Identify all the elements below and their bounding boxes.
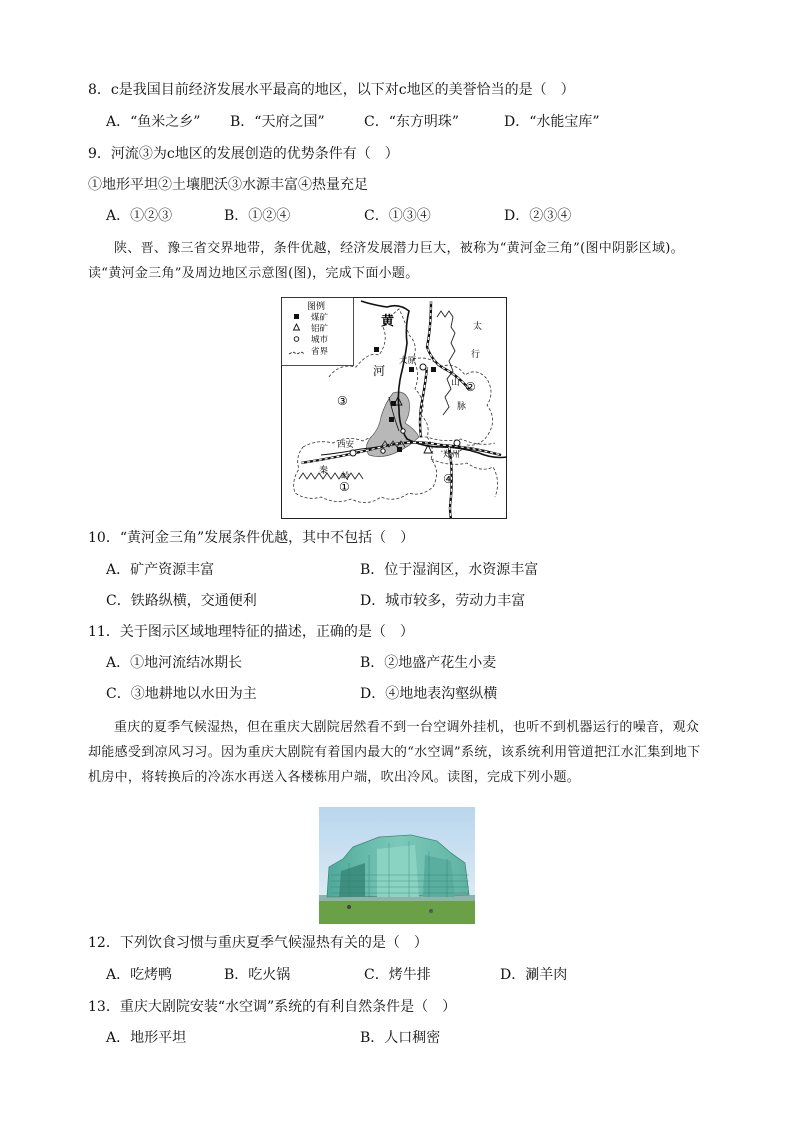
question-13-options	[106, 1028, 756, 1048]
coal-mine-icon	[294, 314, 299, 319]
label-ling: 岭	[341, 472, 351, 482]
option-b[interactable]: B．吃火锅	[224, 967, 291, 983]
option-a[interactable]: A．①②③	[106, 208, 173, 224]
legend-title: 图例	[307, 302, 326, 312]
question-9-stem: 9．河流③为c地区的发展创造的优势条件有（ ）	[88, 146, 399, 162]
option-d[interactable]: D．④地地表沟壑纵横	[360, 686, 498, 702]
legend-city: 城市	[311, 335, 329, 345]
label-region-3: ③	[337, 394, 348, 408]
option-b[interactable]: B．②地盛产花生小麦	[360, 655, 497, 671]
question-11-stem: 11．关于图示区域地理特征的描述，正确的是（ ）	[88, 624, 414, 640]
question-12-stem: 12．下列饮食习惯与重庆夏季气候湿热有关的是（ ）	[88, 935, 428, 951]
question-9-options	[106, 206, 756, 226]
option-a[interactable]: A．①地河流结冰期长	[106, 655, 243, 671]
label-he: 河	[373, 364, 386, 378]
yellow-river-triangle-map	[281, 297, 507, 519]
option-a[interactable]: A．矿产资源丰富	[106, 562, 215, 578]
label-region-2: ②	[465, 380, 476, 394]
legend-coal: 煤矿	[311, 313, 329, 323]
legend-border: 省界	[311, 347, 329, 357]
option-a[interactable]: A．吃烤鸭	[106, 967, 173, 983]
label-xian: 西安	[337, 440, 355, 450]
label-region-4: ④	[443, 472, 454, 486]
question-9-choices: ①地形平坦②土壤肥沃③水源丰富④热量充足	[88, 177, 368, 193]
question-8-stem: 8．c是我国目前经济发展水平最高的地区，以下对c地区的美誉恰当的是（ ）	[88, 82, 575, 98]
label-shan: 山	[451, 378, 461, 388]
question-11-options-row-1	[106, 653, 756, 673]
city-icon	[294, 337, 299, 342]
option-c[interactable]: C．铁路纵横，交通便利	[106, 593, 257, 609]
option-c[interactable]: C．“东方明珠”	[364, 114, 460, 130]
question-13-stem: 13．重庆大剧院安装“水空调”系统的有利自然条件是（ ）	[88, 999, 457, 1015]
question-10-options-row-1	[106, 560, 756, 580]
option-d[interactable]: D．②③④	[504, 208, 572, 224]
question-10-options-row-2	[106, 591, 756, 611]
label-qin: 秦	[319, 466, 329, 476]
option-b[interactable]: B．位于湿润区，水资源丰富	[360, 562, 539, 578]
option-a[interactable]: A．地形平坦	[106, 1030, 187, 1046]
label-huang: 黄	[381, 314, 395, 329]
question-11-options-row-2	[106, 684, 756, 704]
label-tai: 太	[473, 322, 483, 332]
option-b[interactable]: B．“天府之国”	[230, 114, 325, 130]
legend-aluminum: 铝矿	[311, 324, 329, 334]
passage-yellow-river-triangle: 陕、晋、豫三省交界地带，条件优越，经济发展潜力巨大，被称为“黄河金三角”(图中阴影区域)。读“黄河金三角”及周边地区示意图(图)，完成下面小题。	[88, 241, 684, 281]
question-10-stem: 10．“黄河金三角”发展条件优越，其中不包括（ ）	[88, 530, 415, 546]
question-12-options	[106, 965, 756, 985]
option-d[interactable]: D．“水能宝库”	[504, 114, 600, 130]
question-8-options	[106, 112, 756, 132]
label-taiyuan: 太原	[399, 356, 417, 366]
option-c[interactable]: C．③地耕地以水田为主	[106, 686, 257, 702]
option-c[interactable]: C．烤牛排	[364, 967, 431, 983]
label-mai: 脉	[457, 402, 467, 412]
option-a[interactable]: A．“鱼米之乡”	[106, 114, 201, 130]
option-d[interactable]: D．涮羊肉	[500, 967, 568, 983]
option-b[interactable]: B．人口稠密	[360, 1030, 441, 1046]
option-b[interactable]: B．①②④	[224, 208, 291, 224]
option-c[interactable]: C．①③④	[364, 208, 431, 224]
label-hang: 行	[471, 350, 481, 360]
chongqing-grand-theater-photo	[319, 807, 475, 924]
passage-chongqing-theater: 重庆的夏季气候湿热，但在重庆大剧院居然看不到一台空调外挂机，也听不到机器运行的噪音，观众却能感受到凉风习习。因为重庆大剧院有着国内最大的“水空调”系统，该系统利用管道把江水汇集到地下机房中，将转换后的冷冻水再送入各楼栋用户端，吹出冷风。读图，完成下列小题。	[88, 720, 701, 785]
label-zhengzhou: 郑州	[443, 450, 461, 460]
label-region-1: ①	[339, 480, 350, 494]
option-d[interactable]: D．城市较多，劳动力丰富	[360, 593, 526, 609]
